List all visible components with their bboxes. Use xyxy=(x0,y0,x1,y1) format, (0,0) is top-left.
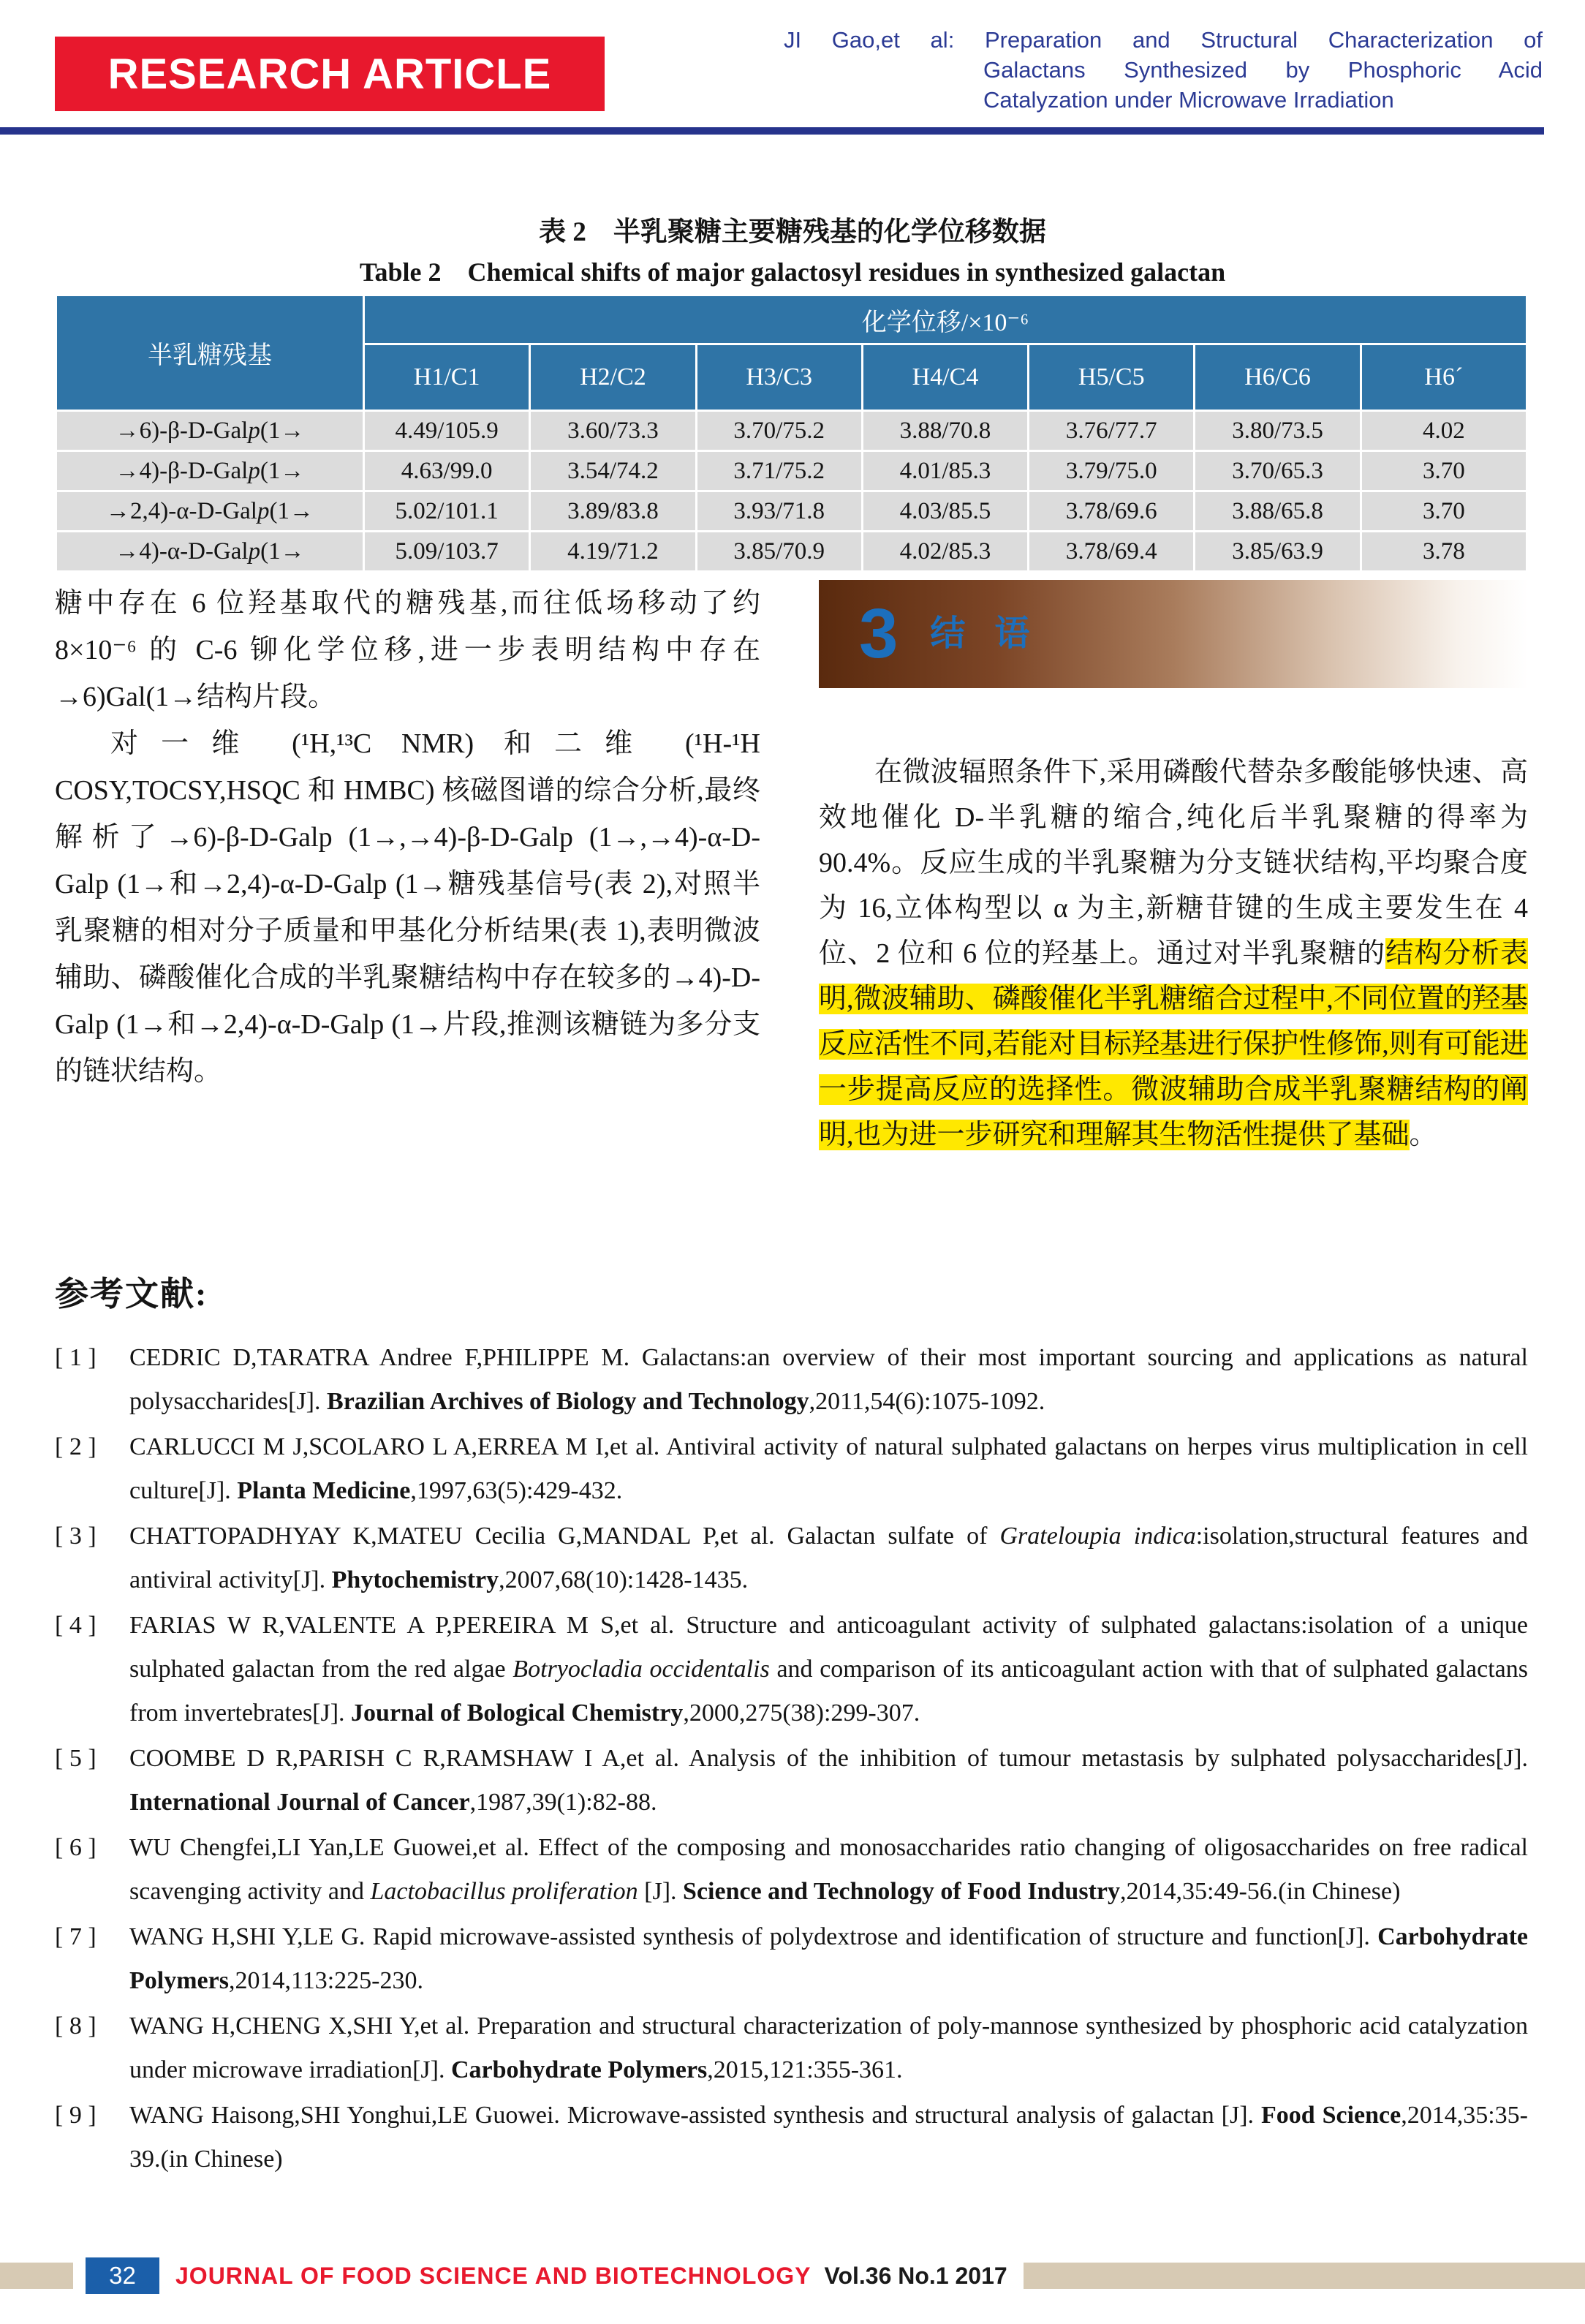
residue-text: (1→ xyxy=(269,497,314,524)
reference-journal: Food Science xyxy=(1260,2102,1401,2129)
table-row xyxy=(57,412,1526,450)
reference-text: WANG H,SHI Y,LE G. Rapid microwave-assisted synthesis of polydextrose and identification of structure and function[J]. xyxy=(129,1923,1378,1950)
residue-text: →2,4)-α-D-Gal xyxy=(106,497,257,524)
residue-italic-p: p xyxy=(248,457,260,484)
reference-text: CARLUCCI M J,SCOLARO L A,ERREA M I,et al. Antiviral activity of natural sulphated galactans on herpes virus multiplication in cell culture[J]. xyxy=(129,1433,1528,1504)
reference-text: WANG Haisong,SHI Yonghui,LE Guowei. Microwave-assisted synthesis and structural analysis of galactan [J]. xyxy=(129,2102,1261,2129)
running-head-line-1: JI Gao,et al: Preparation and Structural Characterization of xyxy=(784,27,1543,53)
conclusion-text: 在微波辐照条件下,采用磷酸代替杂多酸能够快速、高效地催化 D-半乳糖的缩合,纯化后半乳聚糖的得率为 90.4%。反应生成的半乳聚糖为分支链状结构,平均聚合度为 16,立体构型以 α 为主,新糖苷键的生成主要发生在 4 位、2 位和 6 位的羟基上。通过对半乳聚糖的 xyxy=(819,757,1528,969)
reference-text: :isolation,structural features and antiviral activity[J]. xyxy=(129,1523,1528,1593)
table-row xyxy=(57,532,1526,570)
residue-text: →6)-β-D-Gal xyxy=(115,417,249,444)
reference-item xyxy=(55,1425,1528,1513)
section-number: 3 xyxy=(859,595,899,673)
subheader-h1c1: H1/C1 xyxy=(365,345,529,410)
value-cell: 3.88/65.8 xyxy=(1195,492,1359,530)
reference-text: ,1997,63(5):429-432. xyxy=(410,1477,623,1504)
left-paragraph-1: 糖中存在 6 位羟基取代的糖残基,而往低场移动了约 8×10⁻⁶ 的 C-6 铆化学位移,进一步表明结构中存在→6)Gal(1→结构片段。 xyxy=(55,588,760,712)
value-cell: 5.09/103.7 xyxy=(365,532,529,570)
reference-item xyxy=(55,1514,1528,1602)
reference-number: [ 3 ] xyxy=(55,1523,97,1550)
table-row xyxy=(57,492,1526,530)
subheader-h5c5: H5/C5 xyxy=(1029,345,1193,410)
references-section xyxy=(55,1267,1528,2183)
residue-text: (1→ xyxy=(260,537,305,565)
value-cell: 3.78/69.6 xyxy=(1029,492,1193,530)
reference-text: ,1987,39(1):82-88. xyxy=(469,1789,657,1816)
residue-cell xyxy=(57,452,363,490)
value-cell: 4.49/105.9 xyxy=(365,412,529,450)
journal-name: JOURNAL OF FOOD SCIENCE AND BIOTECHNOLOGY xyxy=(175,2262,812,2289)
footer-text xyxy=(175,2261,1007,2290)
page-number: 32 xyxy=(109,2262,136,2289)
reference-journal: Journal of Bological Chemistry xyxy=(351,1699,684,1727)
reference-text: ,2014,35:49-56.(in Chinese) xyxy=(1120,1878,1401,1905)
residue-italic-p: p xyxy=(257,497,270,524)
running-head xyxy=(784,25,1543,115)
reference-text: FARIAS W R,VALENTE A P,PEREIRA M S,et al. Structure and anticoagulant activity of sulphated galactans:isolation of a unique sulphated galactan from the red algae xyxy=(129,1612,1528,1683)
reference-text: ,2007,68(10):1428-1435. xyxy=(499,1566,749,1593)
value-cell: 4.01/85.3 xyxy=(863,452,1027,490)
highlighted-text: 结构分析表明,微波辅助、磷酸催化半乳糖缩合过程中,不同位置的羟基反应活性不同,若能对目标羟基进行保护性修饰,则有可能进一步提高反应的选择性。微波辅助合成半乳聚糖结构的阐明,也为进一步研究和理解其生物活性提供了基础 xyxy=(819,938,1528,1150)
reference-item xyxy=(55,1336,1528,1424)
value-cell: 3.70 xyxy=(1362,452,1526,490)
right-column xyxy=(819,580,1528,1158)
value-cell: 3.85/70.9 xyxy=(697,532,861,570)
table-caption-en: Table 2 Chemical shifts of major galactosyl residues in synthesized galactan xyxy=(359,257,1226,287)
reference-journal: Carbohydrate Polymers xyxy=(450,2056,708,2083)
value-cell: 3.78 xyxy=(1362,532,1526,570)
residue-cell xyxy=(57,532,363,570)
subheader-h3c3: H3/C3 xyxy=(697,345,861,410)
page-number-box xyxy=(86,2257,159,2294)
value-cell: 4.19/71.2 xyxy=(531,532,695,570)
footer-bar xyxy=(0,2263,1585,2289)
reference-text: [J]. xyxy=(638,1878,684,1905)
residue-text: →4)-α-D-Gal xyxy=(115,537,249,565)
reference-item xyxy=(55,1915,1528,2003)
footer-beige-strip-right xyxy=(1024,2263,1585,2289)
left-paragraph-2: 对一维 (¹H,¹³C NMR) 和二维 (¹H-¹H COSY,TOCSY,HSQC 和 HMBC) 核磁图谱的综合分析,最终解析了→6)-β-D-Galp (1→,→4)-β-D-Galp (1→,→4)-α-D-Galp (1→和→2,4)-α-D-Galp (1→糖残基信号(表 2),对照半乳聚糖的相对分子质量和甲基化分析结果(表 1),表明微波辅助、磷酸催化合成的半乳聚糖结构中存在较多的→4)-D-Galp (1→和→2,4)-α-D-Galp (1→片段,推测该糖链为多分支的链状结构。 xyxy=(55,728,760,1087)
value-cell: 4.02/85.3 xyxy=(863,532,1027,570)
value-cell: 3.80/73.5 xyxy=(1195,412,1359,450)
value-cell: 4.63/99.0 xyxy=(365,452,529,490)
reference-number: [ 1 ] xyxy=(55,1344,97,1371)
header-rule xyxy=(0,127,1544,135)
value-cell: 3.60/73.3 xyxy=(531,412,695,450)
reference-journal: Science and Technology of Food Industry xyxy=(683,1878,1120,1905)
value-cell: 3.70/75.2 xyxy=(697,412,861,450)
body-columns xyxy=(55,580,1528,1158)
reference-number: [ 6 ] xyxy=(55,1834,97,1861)
reference-number: [ 9 ] xyxy=(55,2102,97,2129)
value-cell: 4.02 xyxy=(1362,412,1526,450)
reference-text: WANG H,CHENG X,SHI Y,et al. Preparation and structural characterization of poly-mannose synthesized by phosphoric acid catalyzation under microwave irradiation[J]. xyxy=(129,2012,1528,2083)
reference-text: ,2011,54(6):1075-1092. xyxy=(809,1388,1045,1415)
reference-item xyxy=(55,1826,1528,1914)
residue-cell xyxy=(57,412,363,450)
reference-text: and comparison of its anticoagulant action with that of sulphated galactans from invertebrates[J]. xyxy=(129,1656,1528,1727)
residue-italic-p: p xyxy=(248,537,261,565)
table-row xyxy=(57,452,1526,490)
residue-italic-p: p xyxy=(248,417,260,444)
reference-text: COOMBE D R,PARISH C R,RAMSHAW I A,et al. Analysis of the inhibition of tumour metastasis by sulphated polysaccharides[J]. xyxy=(129,1745,1528,1772)
reference-journal: Carbohydrate Polymers xyxy=(129,1923,1528,1994)
reference-italic: Grateloupia indica xyxy=(999,1523,1196,1550)
footer-beige-strip-left xyxy=(0,2263,73,2289)
references-heading: 参考文献: xyxy=(55,1275,208,1313)
residue-text: (1→ xyxy=(260,417,305,444)
value-cell: 3.70 xyxy=(1362,492,1526,530)
conclusion-section-banner xyxy=(819,580,1528,688)
value-cell: 3.89/83.8 xyxy=(531,492,695,530)
table-caption-zh: 表 2 半乳聚糖主要糖残基的化学位移数据 xyxy=(539,217,1046,247)
subheader-h6c6: H6/C6 xyxy=(1195,345,1359,410)
chemical-shift-table xyxy=(55,294,1528,573)
residue-cell xyxy=(57,492,363,530)
running-head-line-2: Galactans Synthesized by Phosphoric Acid xyxy=(983,57,1543,83)
reference-text: WU Chengfei,LI Yan,LE Guowei,et al. Effect of the composing and monosaccharides ratio changing of oligosaccharides on free radical scavenging activity and xyxy=(129,1834,1528,1905)
research-article-badge: RESEARCH ARTICLE xyxy=(55,37,605,111)
value-cell: 3.78/69.4 xyxy=(1029,532,1193,570)
value-cell: 3.71/75.2 xyxy=(697,452,861,490)
reference-text: ,2014,35:35-39.(in Chinese) xyxy=(129,2102,1528,2173)
reference-text: ,2000,275(38):299-307. xyxy=(683,1699,920,1727)
section-title: 结 语 xyxy=(930,614,1040,653)
reference-journal: International Journal of Cancer xyxy=(129,1789,470,1816)
subheader-h2c2: H2/C2 xyxy=(531,345,695,410)
reference-number: [ 4 ] xyxy=(55,1612,97,1639)
reference-text: CEDRIC D,TARATRA Andree F,PHILIPPE M. Galactans:an overview of their most important sourcing and applications as natural polysaccharides[J]. xyxy=(129,1344,1528,1415)
value-cell: 3.70/65.3 xyxy=(1195,452,1359,490)
residue-text: (1→ xyxy=(260,457,305,484)
value-cell: 3.79/75.0 xyxy=(1029,452,1193,490)
conclusion-paragraph xyxy=(819,750,1528,1158)
reference-number: [ 5 ] xyxy=(55,1745,97,1772)
conclusion-text-end: 。 xyxy=(1409,1120,1437,1150)
reference-journal: Planta Medicine xyxy=(237,1477,411,1504)
reference-text: CHATTOPADHYAY K,MATEU Cecilia G,MANDAL P,et al. Galactan sulfate of xyxy=(129,1523,1000,1550)
reference-italic: Botryocladia occidentalis xyxy=(512,1656,770,1683)
reference-item xyxy=(55,2004,1528,2092)
reference-text: ,2014,113:225-230. xyxy=(228,1967,423,1994)
reference-text: ,2015,121:355-361. xyxy=(707,2056,903,2083)
value-cell: 5.02/101.1 xyxy=(365,492,529,530)
value-cell: 3.85/63.9 xyxy=(1195,532,1359,570)
running-head-line-3: Catalyzation under Microwave Irradiation xyxy=(983,87,1394,113)
reference-number: [ 2 ] xyxy=(55,1433,97,1460)
value-cell: 4.03/85.5 xyxy=(863,492,1027,530)
issue-info: Vol.36 No.1 2017 xyxy=(824,2262,1007,2289)
left-column xyxy=(55,580,760,1158)
reference-item xyxy=(55,2094,1528,2181)
subheader-h6prime: H6´ xyxy=(1362,345,1526,410)
value-cell: 3.88/70.8 xyxy=(863,412,1027,450)
reference-italic: Lactobacillus proliferation xyxy=(370,1878,638,1905)
reference-journal: Phytochemistry xyxy=(331,1566,499,1593)
reference-number: [ 7 ] xyxy=(55,1923,97,1950)
value-cell: 3.93/71.8 xyxy=(697,492,861,530)
value-cell: 3.54/74.2 xyxy=(531,452,695,490)
reference-item xyxy=(55,1604,1528,1735)
reference-item xyxy=(55,1737,1528,1825)
subheader-h4c4: H4/C4 xyxy=(863,345,1027,410)
reference-number: [ 8 ] xyxy=(55,2012,97,2040)
residue-text: →4)-β-D-Gal xyxy=(115,457,249,484)
value-cell: 3.76/77.7 xyxy=(1029,412,1193,450)
chemical-shift-span-header: 化学位移/×10⁻⁶ xyxy=(365,296,1526,343)
reference-journal: Brazilian Archives of Biology and Technology xyxy=(327,1388,809,1415)
residue-header-cell: 半乳糖残基 xyxy=(57,296,363,410)
